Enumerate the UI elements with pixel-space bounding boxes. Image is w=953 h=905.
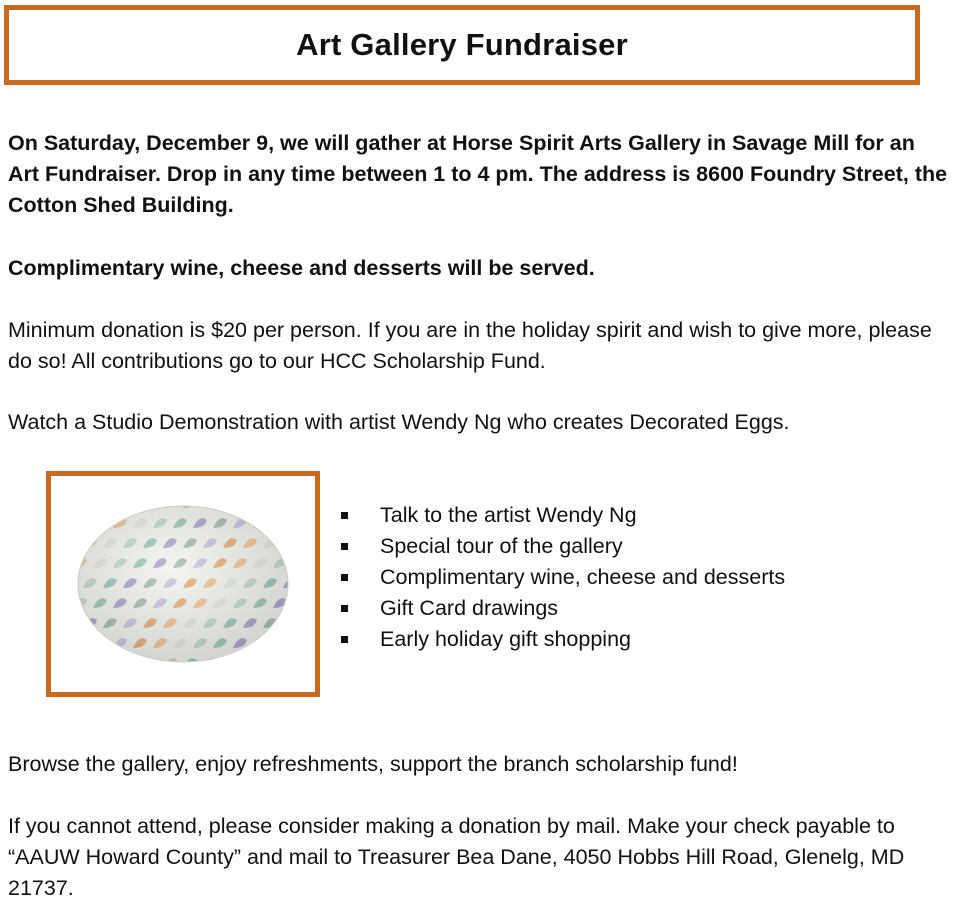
list-item	[341, 500, 785, 531]
decorated-egg-image-frame	[46, 471, 320, 697]
bullet-icon	[341, 605, 348, 612]
bullet-icon	[341, 543, 348, 550]
list-item-label: Early holiday gift shopping	[380, 627, 631, 651]
list-item-label: Special tour of the gallery	[380, 534, 623, 558]
list-item-label: Gift Card drawings	[380, 596, 559, 620]
donation-paragraph: Minimum donation is $20 per person. If you are in the holiday spirit and wish to give more, please do so! All contributions go to our HCC Scholarship Fund.	[8, 318, 932, 373]
refreshments-paragraph: Complimentary wine, cheese and desserts will be served.	[8, 256, 595, 280]
list-item-label: Complimentary wine, cheese and desserts	[380, 565, 786, 589]
demo-paragraph: Watch a Studio Demonstration with artist Wendy Ng who creates Decorated Eggs.	[8, 410, 790, 434]
title-banner	[4, 5, 920, 85]
list-item	[341, 593, 785, 624]
mail-paragraph: If you cannot attend, please consider making a donation by mail. Make your check payable to “AAUW Howard County” and mail to Treasurer Bea Dane, 4050 Hobbs Hill Road, Glenelg, MD 21737.	[8, 814, 905, 900]
bullet-icon	[341, 512, 348, 519]
browse-paragraph: Browse the gallery, enjoy refreshments, support the branch scholarship fund!	[8, 752, 738, 776]
list-item	[341, 624, 785, 655]
list-item	[341, 562, 785, 593]
list-item-label: Talk to the artist Wendy Ng	[380, 503, 637, 527]
list-item	[341, 531, 785, 562]
decorated-egg-image	[73, 499, 293, 669]
highlights-list	[341, 500, 785, 655]
page-title: Art Gallery Fundraiser	[296, 27, 628, 62]
bullet-icon	[341, 636, 348, 643]
intro-paragraph: On Saturday, December 9, we will gather at Horse Spirit Arts Gallery in Savage Mill for an Art Fundraiser. Drop in any time between 1 to 4 pm. The address is 8600 Foundry Street, the Cotton Shed Building.	[8, 131, 948, 217]
bullet-icon	[341, 574, 348, 581]
